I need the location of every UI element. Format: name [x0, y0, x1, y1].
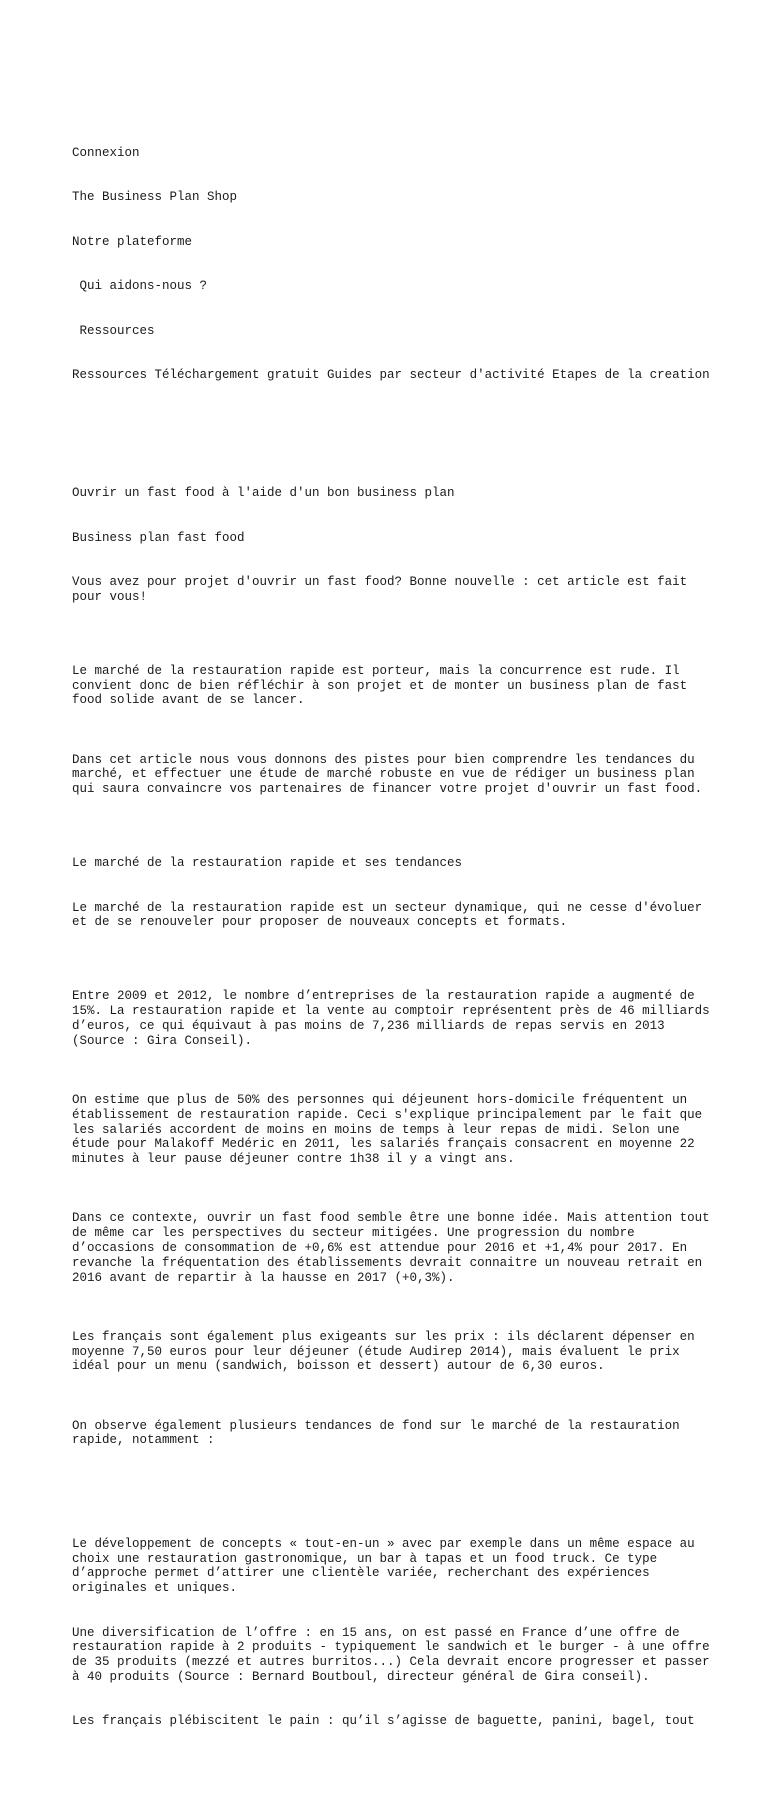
article-paragraph: Dans cet article nous vous donnons des pistes pour bien comprendre les tendances du marché, et effectuer une étude de marché robuste en vue de rédiger un business plan qui saura convaincre vos partenaires de financer votre projet d'ouvrir un fast food.	[72, 752, 703, 797]
site-name-link[interactable]: The Business Plan Shop	[72, 190, 238, 205]
trend-item: Les français plébiscitent le pain : qu’il s’agisse de baguette, panini, bagel, tout	[72, 1714, 695, 1729]
section-intro: Le marché de la restauration rapide est un secteur dynamique, qui ne cesse d'évoluer et de se renouveler pour proposer de nouveaux concepts et formats.	[72, 900, 710, 930]
trend-item: Une diversification de l’offre : en 15 ans, on est passé en France d’une offre de restauration rapide à 2 produits - typiquement le sandwich et le burger - à une offre de 35 produits (mezzé et autres burritos...) Cela devrait encore progresser et passer à 40 produits (Source : Bernard Boutboul, directeur général de Gira conseil).	[72, 1625, 718, 1685]
article	[72, 457, 718, 1789]
body-paragraph: Dans ce contexte, ouvrir un fast food semble être une bonne idée. Mais attention tout de même car les perspectives du secteur mitigées. Une progression du nombre d’occasions de consommation de +0,6% est attendue pour 2016 et +1,4% pour 2017. En revanche la fréquentation des établissements devrait connaitre un nouveau retrait en 2016 avant de repartir à la hausse en 2017 (+0,3%).	[72, 1211, 718, 1285]
body-paragraph: On estime que plus de 50% des personnes qui déjeunent hors-domicile fréquentent un établissement de restauration rapide. Ceci s'explique principalement par le fait que les salariés accordent de moins en moins de temps à leur repas de midi. Selon une étude pour Malakoff Medéric en 2011, les salariés français consacrent en moyenne 22 minutes à leur pause déjeuner contre 1h38 il y a vingt ans.	[72, 1092, 710, 1167]
body-paragraph: On observe également plusieurs tendances de fond sur le marché de la restauration rapide, notamment :	[72, 1418, 688, 1448]
login-link[interactable]: Connexion	[72, 145, 140, 160]
article-paragraph: Le marché de la restauration rapide est porteur, mais la concurrence est rude. Il convient donc de bien réfléchir à son projet et de monter un business plan de fast food solide avant de se lancer.	[72, 663, 695, 708]
trends-list	[72, 1507, 718, 1759]
section-heading: Le marché de la restauration rapide et ses tendances	[72, 856, 463, 871]
article-title: Ouvrir un fast food à l'aide d'un bon business plan	[72, 486, 455, 501]
article-subtitle: Business plan fast food	[72, 530, 245, 545]
body-paragraph: Les français sont également plus exigeants sur les prix : ils déclarent dépenser en moyenne 7,50 euros pour leur déjeuner (étude Audirep 2014), mais évaluent le prix idéal pour un menu (sandwich, boisson et dessert) autour de 6,30 euros.	[72, 1329, 703, 1374]
trend-item: Le développement de concepts « tout-en-un » avec par exemple dans un même espace au choix une restauration gastronomique, un bar à tapas et un food truck. Ce type d’approche permet d’attirer une clientèle variée, recherchant des expériences originales et uniques.	[72, 1536, 703, 1596]
site-header	[72, 116, 712, 412]
document-page	[72, 72, 718, 1818]
resources-menu-item[interactable]: Ressources	[72, 323, 155, 338]
breadcrumb: Ressources Téléchargement gratuit Guides par secteur d'activité Etapes de la creation	[72, 367, 710, 382]
platform-menu-item[interactable]: Notre plateforme	[72, 234, 193, 249]
article-intro: Vous avez pour projet d'ouvrir un fast food? Bonne nouvelle : cet article est fait pour vous!	[72, 575, 695, 604]
body-paragraph: Entre 2009 et 2012, le nombre d’entreprises de la restauration rapide a augmenté de 15%. La restauration rapide et la vente au comptoir représentent près de 46 milliards d’euros, ce qui équivaut à pas moins de 7,236 milliards de repas servis en 2013 (Source : Gira Conseil).	[72, 989, 718, 1048]
who-we-help-menu-item[interactable]: Qui aidons-nous ?	[72, 279, 208, 294]
